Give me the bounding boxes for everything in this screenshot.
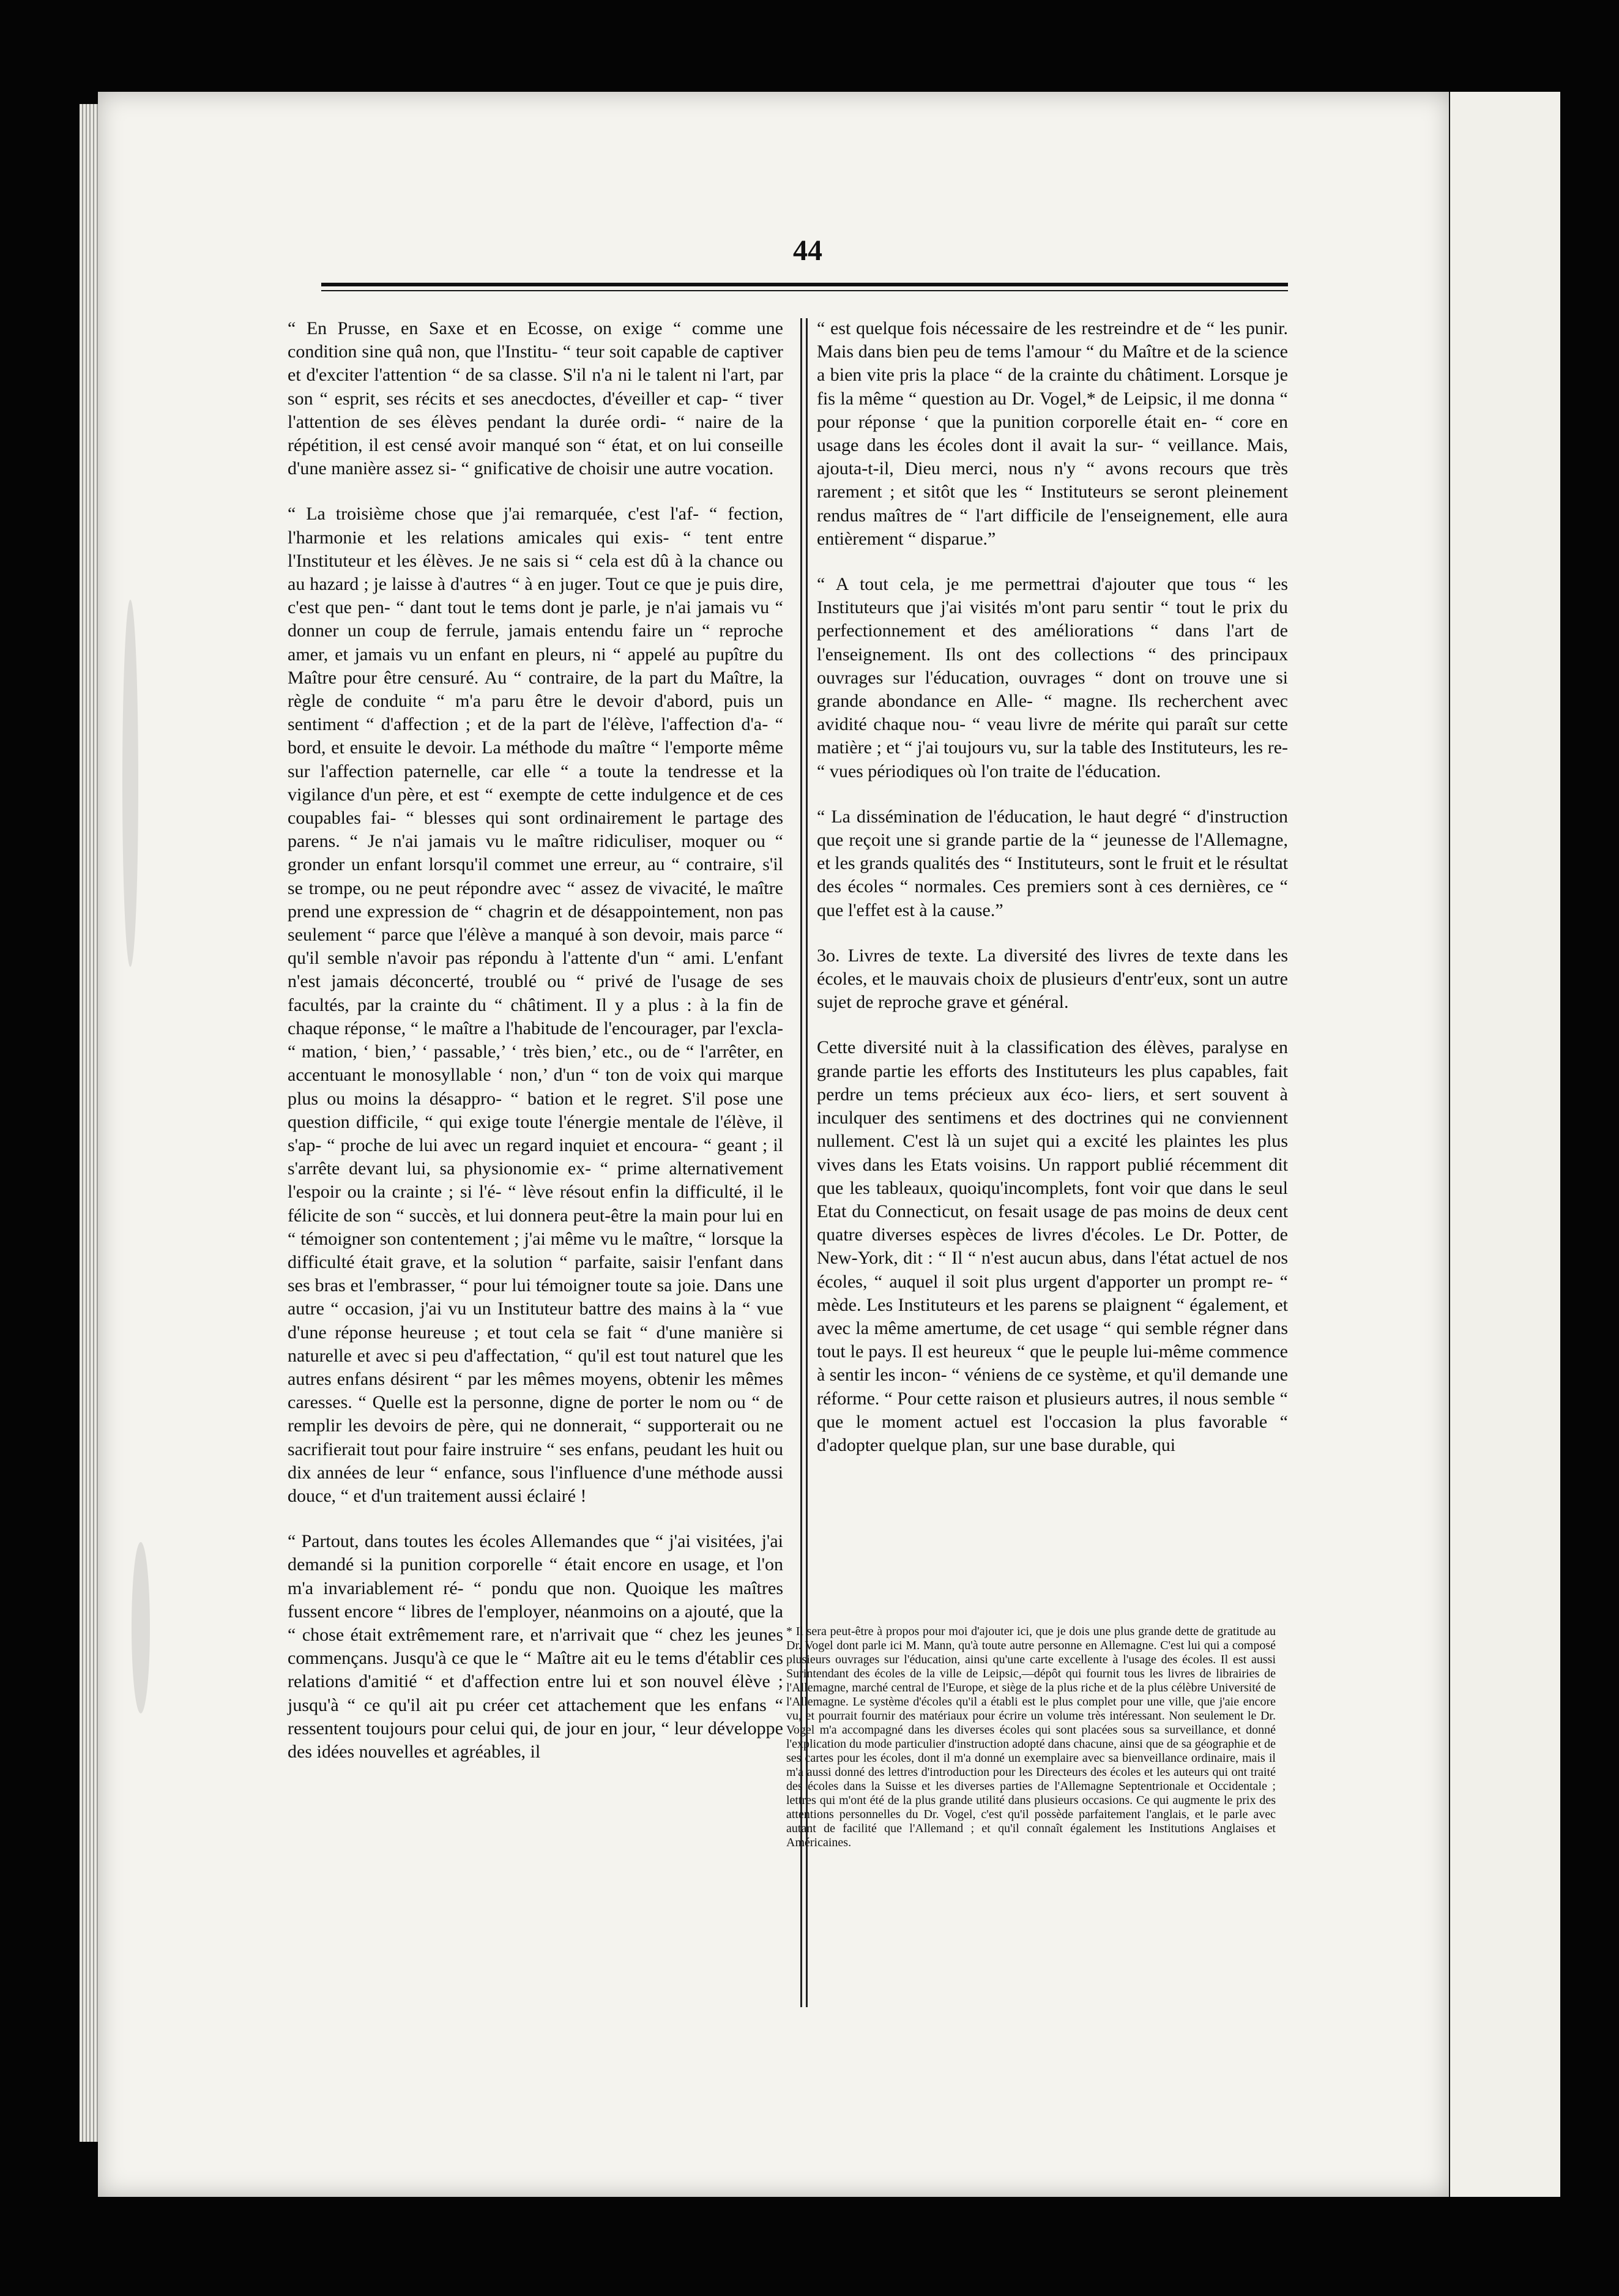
paragraph: “ Partout, dans toutes les écoles Allemandes que “ j'ai visitées, j'ai demandé si la punition corporelle “ était encore en usage, et l'on m'a invariablement ré- “ pondu que non. Quoique les maîtres fussent encore “ libres de l'employer, néanmoins on a ajouté, que la “ chose était extrêmement rare, et n'arrivait que “ chez les jeunes commençans. Jusqu'à ce que le “ Maître ait eu le tems d'établir ces relations d'amitié “ et d'affection entre lui et son nouvel élève ; jusqu'à “ ce qu'il ait pu créer cet attachement que les enfans “ ressentent toujours pour celui qui, de jour en jour, “ leur développe des idées nouvelles et agréables, il [288,1531,783,1762]
header-rule [321,283,1288,286]
header-rule-thin [321,290,1288,291]
paragraph: “ est quelque fois nécessaire de les restreindre et de “ les punir. Mais dans bien peu de tems l'amour “ du Maître et de la science a bien vite pris la place “ de la crainte du châtiment. Lorsque je fis la même “ question au Dr. Vogel,* de Leipsic, il me donna “ pour réponse ‘ que la punition corporelle était en- “ core en usage dans les écoles dont il avait la sur- “ veillance. Mais, ajouta-t-il, Dieu merci, nous n'y “ avons recours que très rarement ; et sitôt que les “ Instituteurs se seront pleinement rendus maîtres de “ l'art difficile de l'enseignement, elle aura entièrement “ disparue.” [817,318,1288,549]
left-column [288,317,783,1764]
footnote: * Il sera peut-être à propos pour moi d'ajouter ici, que je dois une plus grande dette de gratitude au Dr. Vogel dont parle ici M. Mann, qu'à toute autre personne en Allemagne. C'est lui qui a composé plusieurs ouvrages sur l'éducation, ainsi qu'une carte excellente à l'usage des écoles. Il est aussi Surintendant des écoles de la ville de Leipsic,—dépôt qui fournit tous les livres de librairies de l'Allemagne, marché central de l'Europe, et siège de la plus riche et de la plus célèbre Université de l'Allemagne. Le système d'écoles qu'il a établi est le plus complet pour une ville, que j'aie encore vu, et pourrait fournir des matériaux pour écrire un volume très intéressant. Non seulement le Dr. Vogel m'a accompagné dans les diverses écoles qui sont placées sous sa surveillance, et donné l'explication du mode particulier d'instruction adopté dans chacune, ainsi que de sa géographie et de ses cartes pour les écoles, dont il m'a donné un exemplaire avec sa bienveillance ordinaire, mais il m'a aussi donné des lettres d'introduction pour les Directeurs des écoles et les auteurs qui ont traité des écoles dans la Suisse et les diverses parties de l'Allemagne Septentrionale et Occidentale ; lettres qui m'ont été de la plus grande utilité dans plusieurs occasions. Ce qui augmente le prix des attentions personnelles du Dr. Vogel, c'est qu'il possède parfaitement l'anglais, et le parle avec autant de facilité que l'Allemand ; et qu'il connaît également les Institutions Anglaises et Américaines. [786,1625,1276,1849]
paragraph: Cette diversité nuit à la classification des élèves, paralyse en grande partie les efforts des Instituteurs les plus capables, fait perdre un tems précieux aux éco- liers, et sert souvent à inculquer des sentimens et des doctrines qui ne conviennent nullement. C'est là un sujet qui a excité les plaintes les plus vives dans les Etats voisins. Un rapport publié récemment dit que les tableaux, quoiqu'incomplets, font voir que dans le seul Etat du Connecticut, on fesait usage de pas moins de deux cent quatre diverses espèces de livres d'écoles. Le Dr. Potter, de New-York, dit : “ Il “ n'est aucun abus, dans l'état actuel de nos écoles, “ auquel il soit plus urgent d'apporter un prompt re- “ mède. Les Instituteurs et les parens se plaignent “ également, et avec la même amertume, de cet usage “ qui semble régner dans tout le pays. Il est heureux “ que le peuple lui-même commence à sentir les incon- “ véniens de ce système, et qu'il demande une réforme. “ Pour cette raison et plusieurs autres, il nous semble “ que le moment actuel est l'occasion la plus favorable “ d'adopter quelque plan, sur une base durable, qui [817,1037,1288,1455]
scan-smudge [122,600,138,967]
right-column [817,317,1288,1457]
section-heading-paragraph: 3o. Livres de texte. La diversité des livres de texte dans les écoles, et le mauvais choix de plusieurs d'entr'eux, sont un autre sujet de reproche grave et général. [817,945,1288,1013]
page-number: 44 [793,234,822,267]
facing-page-edge [1450,92,1560,2197]
paragraph: “ En Prusse, en Saxe et en Ecosse, on exige “ comme une condition sine quâ non, que l'Institu- “ teur soit capable de captiver et d'exciter l'attention “ de sa classe. S'il n'a ni le talent ni l'art, par son “ esprit, ses récits et ses anecdoctes, d'éveiller et cap- “ tiver l'attention de ses élèves pendant la durée ordi- “ naire de la répétition, il est censé avoir manqué son “ état, et on lui conseille d'une manière assez si- “ gnificative de choisir une autre vocation. [288,318,783,479]
scan-smudge [132,1542,150,1713]
paragraph: “ A tout cela, je me permettrai d'ajouter que tous “ les Instituteurs que j'ai visités m'ont paru sentir “ tout le prix du perfectionnement et des améliorations “ dans l'art de l'enseignement. Ils ont des collections “ des principaux ouvrages sur l'éducation, ouvrages “ dont on trouve une si grande abondance en Alle- “ magne. Ils recherchent avec avidité chaque nou- “ veau livre de mérite qui paraît sur cette matière ; et “ j'ai toujours vu, sur la table des Instituteurs, les re- “ vues périodiques où l'on traite de l'éducation. [817,574,1288,781]
paragraph: “ La troisième chose que j'ai remarquée, c'est l'af- “ fection, l'harmonie et les relations amicales qui exis- “ tent entre l'Instituteur et les élèves. Je ne sais si “ cela est dû à la chance ou au hazard ; je laisse à d'autres “ à en juger. Tout ce que je puis dire, c'est que pen- “ dant tout le tems dont je parle, je n'ai jamais vu “ donner un coup de ferrule, jamais entendu faire un “ reproche amer, et jamais vu un enfant en pleurs, ni “ appelé au pupître du Maître pour être censuré. Au “ contraire, de la part du Maître, la règle de conduite “ m'a paru être le devoir d'abord, puis un sentiment “ d'affection ; et de la part de l'élève, l'affection d'a- “ bord, et ensuite le devoir. La méthode du maître “ l'emporte même sur l'affection paternelle, car elle “ a toute la tendresse et la vigilance d'un père, et est “ exempte de cette indulgence et de ces coupables fai- “ blesses qui sont ordinairement le partage des parens. “ Je n'ai jamais vu le maître ridiculiser, moquer ou “ gronder un enfant lorsqu'il commet une erreur, au “ contraire, s'il se trompe, ou ne peut répondre avec “ assez de vivacité, le maître prend une expression de “ chagrin et de désappointement, non pas seulement “ parce que l'élève a manqué à son devoir, mais parce “ qu'il semble n'avoir pas répondu à l'attente d'un “ ami. L'enfant n'est jamais déconcerté, troublé ou “ privé de l'usage de ses facultés, par la crainte du “ châtiment. Il y a plus : à la fin de chaque réponse, “ le maître a l'habitude de l'encourager, par l'excla- “ mation, ‘ bien,’ ‘ passable,’ ‘ très bien,’ etc., ou de “ l'arrêter, en accentuant le monosyllable ‘ non,’ d'un “ ton de voix qui marque plus ou moins la désappro- “ bation et le regret. S'il pose une question difficile, “ qui exige toute l'énergie mentale de l'élève, il s'ap- “ proche de lui avec un regard inquiet et encoura- “ geant ; il s'arrête devant lui, sa physionomie ex- “ prime alternativement l'espoir ou la crainte ; si l'é- “ lève résout enfin la difficulté, il le félicite de son “ succès, et lui donnera peut-être la main pour lui en “ témoigner son contentement ; j'ai même vu le maître, “ lorsque la difficulté était grave, et la solution “ parfaite, saisir l'enfant dans ses bras et l'embrasser, “ pour lui témoigner toute sa joie. Dans une autre “ occasion, j'ai vu un Instituteur battre des mains à la “ vue d'une réponse heureuse ; et tout cela se fait “ d'une manière si naturelle et avec si peu d'affectation, “ qu'il est tout naturel que les autres enfans désirent “ par les mêmes moyens, obtenir les mêmes caresses. “ Quelle est la personne, digne de porter le nom ou “ de remplir les devoirs de père, qui ne donnerait, “ supporterait ou ne sacrifierait tout pour faire instruire “ ses enfans, peudant les huit ou dix années de leur “ enfance, sous l'influence d'une méthode aussi douce, “ et d'un traitement aussi éclairé ! [288,504,783,1506]
paragraph: “ La dissémination de l'éducation, le haut degré “ d'instruction que reçoit une si grande partie de la “ jeunesse de l'Allemagne, et les grands qualités des “ Instituteurs, sont le fruit et le résultat des écoles “ normales. Ces premiers sont à ces dernières, ce “ que l'effet est à la cause.” [817,806,1288,920]
